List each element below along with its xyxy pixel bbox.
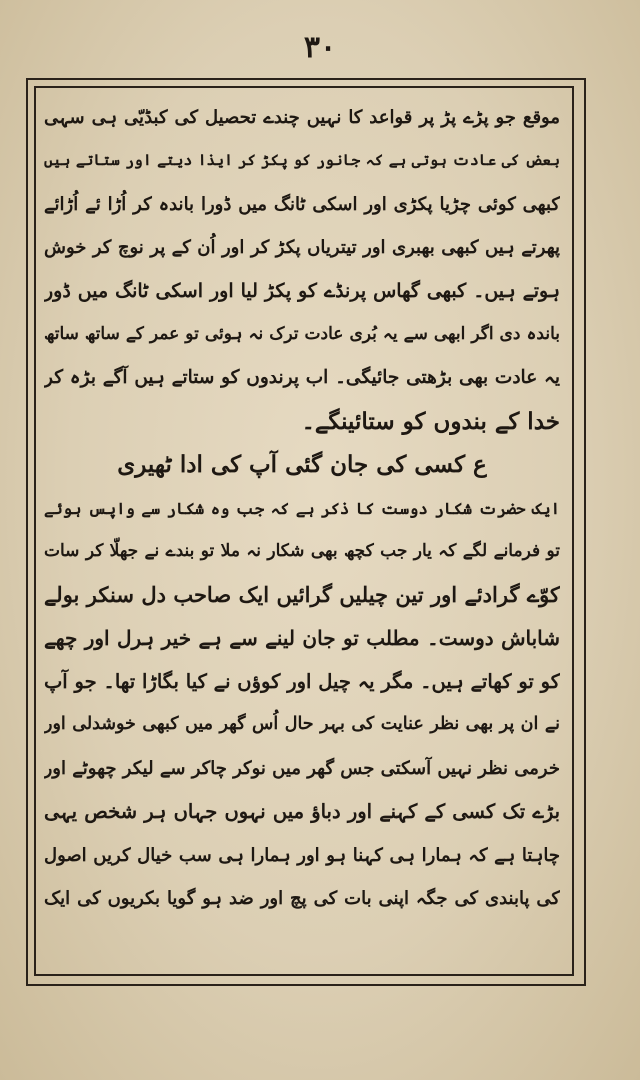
text-line: بعض کی عادت ہوتی ہے کہ جانور کو پکڑ کر ایذا دیتے اور ستاتے ہیں — [44, 151, 560, 170]
text-line: چاہتا ہے کہ ہمارا ہی کہنا ہو اور ہمارا ہی سب خیال کریں اصول — [44, 844, 560, 866]
text-line: خرمی نظر نہیں آسکتی جس گھر میں نوکر چاکر سے لیکر چھوٹے اور — [44, 757, 560, 779]
text-line: بڑے تک کسی کے کہنے اور دباؤ میں نہوں جہاں ہر شخص یہی — [44, 800, 560, 824]
text-line: پھرتے ہیں کبھی بھبری اور تیتریاں پکڑ کر اور اُن کے پر نوچ کر خوش — [44, 237, 560, 259]
text-line: کبھی کوئی چڑیا پکڑی اور اسکی ٹانگ میں ڈورا باندہ کر اُڑا ئے اُڑائے — [44, 193, 560, 215]
text-line: خدا کے بندوں کو ستائینگے۔ — [301, 407, 560, 435]
text-line: یہ عادت بھی بڑھتی جائیگی۔ اب پرندوں کو ستاتے ہیں آگے بڑہ کر — [44, 367, 560, 389]
page-number: ۳۰ — [303, 30, 337, 65]
text-line: ایک حضرت شکار دوست کا ذکر ہے کہ جب وہ شکار سے واپس ہوئے — [44, 498, 560, 518]
text-line: باندہ دی اگر ابھی سے یہ بُری عادت ترک نہ ہوئی تو عمر کے ساتھ ساتھ — [44, 323, 560, 344]
text-line: کی پابندی کی جگہ اپنی بات کی پچ اور ضد ہو گویا بکریوں کی ایک — [44, 888, 560, 910]
verse-heading: ع کسی کی جان گئی آپ کی ادا ٹھیری — [117, 451, 487, 479]
text-line: موقع جو پڑے پڑ پر قواعد کا نہیں چندے تحصیل کی کبڈیّی ہی سہی — [44, 107, 560, 128]
text-line: کو تو کھاتے ہیں۔ مگر یہ چیل اور کوؤں نے کیا بگاڑا تھا۔ جو آپ — [44, 670, 560, 694]
text-line: کوّے گرادئے اور تین چیلیں گرائیں ایک صاحب دل سنکر بولے — [44, 582, 560, 608]
text-line: تو فرمانے لگے کہ یار جب کچھ بھی شکار نہ ملا تو بندے نے جھلّا کر سات — [44, 540, 560, 561]
text-line: نے ان پر بھی نظر عنایت کی بہر حال اُس گھر میں کبھی خوشدلی اور — [44, 714, 560, 735]
page-text — [44, 96, 560, 920]
text-line: ہوتے ہیں۔ کبھی گھاس پرنڈے کو پکڑ لیا اور اسکی ٹانگ میں ڈور — [44, 279, 560, 302]
text-line: شاباش دوست۔ مطلب تو جان لینے سے ہے خیر ہرل اور چھے — [44, 625, 560, 650]
